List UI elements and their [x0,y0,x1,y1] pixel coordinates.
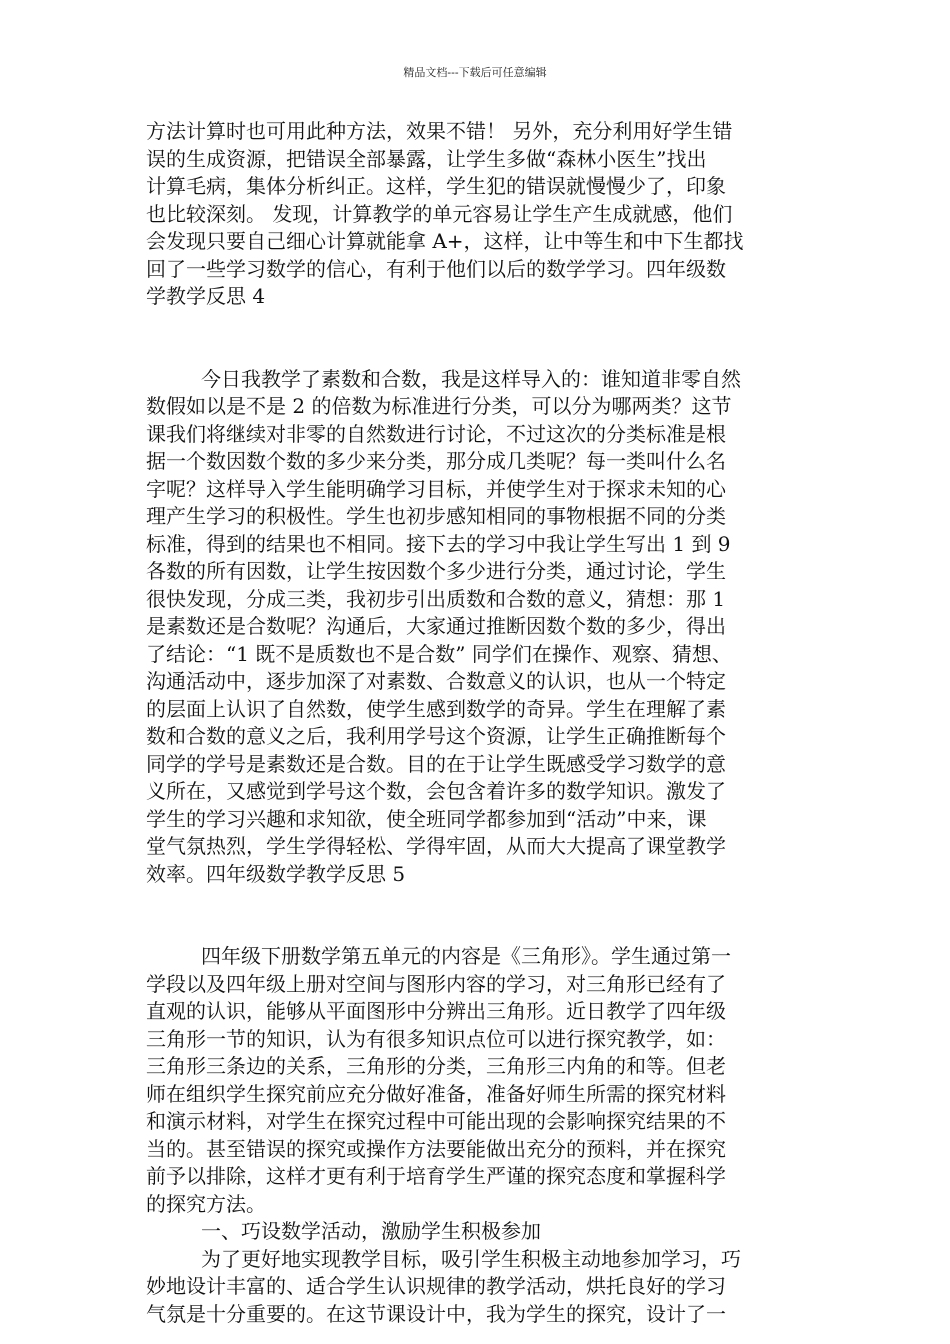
paragraph-2 [146,366,826,889]
text-line: 计算毛病，集体分析纠正。这样，学生犯的错误就慢慢少了，印象 [146,174,726,198]
text-line: 了结论：“1 既不是质数也不是合数” 同学们在操作、观察、猜想、 [146,641,732,666]
text-line: 理产生学习的积极性。学生也初步感知相同的事物根据不同的分类 [146,504,726,528]
section-heading: 一、巧设数学活动，激励学生积极参加 [201,1219,541,1243]
paragraph-1 [146,118,826,311]
text-line: 据一个数因数个数的多少来分类，那分成几类呢？每一类叫什么名 [146,449,726,473]
text-line: 同学的学号是素数还是合数。目的在于让学生既感受学习数学的意 [146,751,726,776]
text-line: 的探究方法。 [146,1191,266,1216]
text-line: 是素数还是合数呢？沟通后，大家通过推断因数个数的多少，得出 [146,614,726,638]
text-line: 课我们将继续对非零的自然数进行讨论，不过这次的分类标准是根 [146,421,726,446]
text-line: 当的。甚至错误的探究或操作方法要能做出充分的预料，并在探究 [146,1136,726,1161]
text-line: 学教学反思 4 [146,284,266,308]
text-line: 三角形一节的知识，认为有很多知识点位可以进行探究教学，如： [146,1026,726,1051]
text-line: 也比较深刻。 发现，计算教学的单元容易让学生产生成就感，他们 [146,201,733,226]
text-line: 各数的所有因数，让学生按因数个多少进行分类，通过讨论，学生 [146,559,726,583]
text-line: 效率。四年级数学教学反思 5 [146,861,406,886]
page-header: 精品文档---下载后可任意编辑 [403,66,547,79]
paragraph-3 [146,943,826,1218]
text-line: 妙地设计丰富的、适合学生认识规律的教学活动，烘托良好的学习 [146,1274,726,1298]
text-line: 堂气氛热烈，学生学得轻松、学得牢固，从而大大提高了课堂教学 [146,834,726,858]
text-line: 前予以排除，这样才更有利于培育学生严谨的探究态度和掌握科学 [146,1164,726,1188]
text-line: 很快发现，分成三类，我初步引出质数和合数的意义，猜想：那 1 [146,586,726,611]
text-line: 方法计算时也可用此种方法，效果不错！ 另外，充分利用好学生错 [146,119,733,143]
text-line: 义所在，又感觉到学号这个数，会包含着许多的数学知识。激发了 [146,779,726,803]
text-line: 字呢？这样导入学生能明确学习目标，并使学生对于探求未知的心 [146,476,726,501]
text-line: 数和合数的意义之后，我利用学号这个资源，让学生正确推断每个 [146,724,726,748]
text-line: 四年级下册数学第五单元的内容是《三角形》。学生通过第一 [201,944,731,968]
text-line: 回了一些学习数学的信心，有利于他们以后的数学学习。四年级数 [146,256,726,281]
text-line: 标准，得到的结果也不相同。接下去的学习中我让学生写出 1 到 9 [146,531,731,556]
paragraph-gap [146,311,826,366]
text-line: 的层面上认识了自然数，使学生感到数学的奇异。学生在理解了素 [146,696,726,721]
text-line: 气氛是十分重要的。在这节课设计中，我为学生的探究，设计了一 [146,1301,726,1326]
document-body [146,118,826,1328]
text-line: 数假如以是不是 2 的倍数为标准进行分类，可以分为哪两类？这节 [146,394,732,418]
text-line: 会发现只要自己细心计算就能拿 A+，这样，让中等生和中下生都找 [146,229,744,253]
paragraph-gap [146,888,826,943]
text-line: 三角形三条边的关系，三角形的分类，三角形三内角的和等。但老 [146,1054,726,1078]
text-line: 直观的认识，能够从平面图形中分辨出三角形。近日教学了四年级 [146,999,726,1023]
paragraph-4 [146,1246,826,1329]
text-line: 今日我教学了素数和合数，我是这样导入的：谁知道非零自然 [201,366,741,391]
text-line: 师在组织学生探究前应充分做好准备，准备好师生所需的探究材料 [146,1081,726,1106]
text-line: 沟通活动中，逐步加深了对素数、合数意义的认识，也从一个特定 [146,669,726,693]
text-line: 为了更好地实现教学目标，吸引学生积极主动地参加学习，巧 [201,1246,741,1271]
text-line: 学生的学习兴趣和求知欲，使全班同学都参加到“活动”中来，课 [146,806,707,831]
text-line: 学段以及四年级上册对空间与图形内容的学习，对三角形已经有了 [146,971,726,996]
text-line: 和演示材料，对学生在探究过程中可能出现的会影响探究结果的不 [146,1109,726,1133]
text-line: 误的生成资源，把错误全部暴露，让学生多做“森林小医生”找出 [146,146,707,171]
